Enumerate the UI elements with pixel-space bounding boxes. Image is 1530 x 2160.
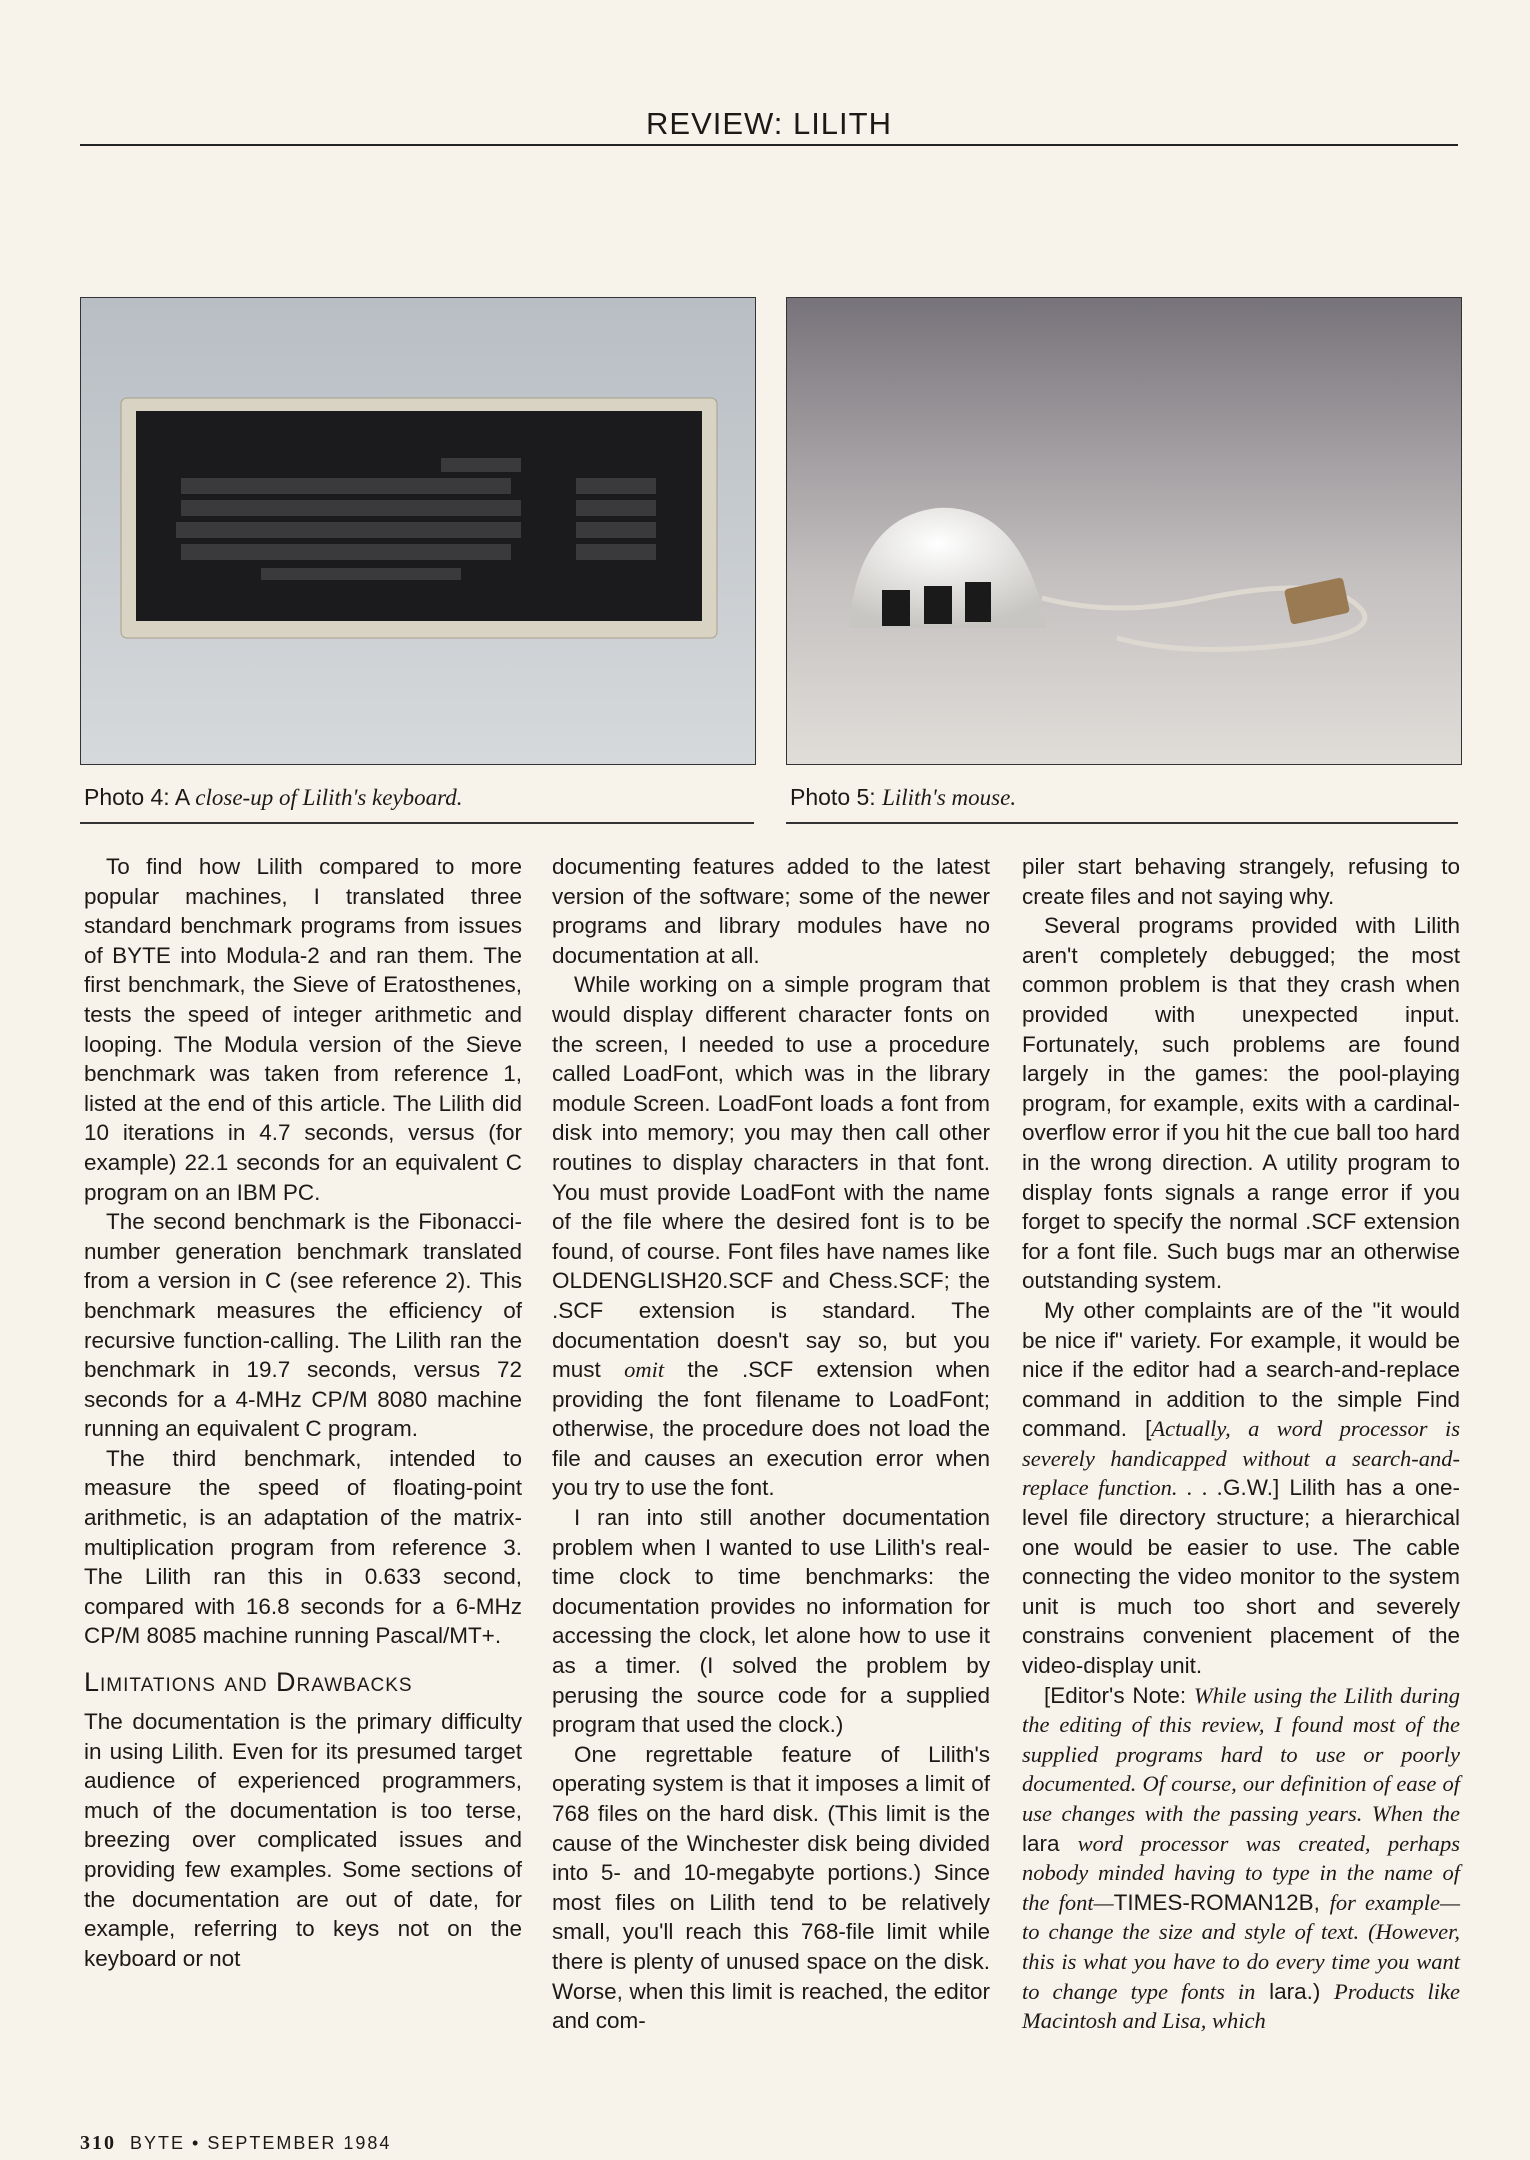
paragraph: The third benchmark, intended to measure the speed of floating-point arithmetic, is an adaptation of the matrix-multiplication program from reference 3. The Lilith ran this in 0.633 second, compared with 16.8 seconds for a 6-MHz CP/M 8085 machine running Pascal/MT+.: [84, 1445, 522, 1649]
font-name: TIMES-ROMAN12B,: [1113, 1889, 1320, 1915]
paragraph: piler start behaving strangely, refusing to create files and not saying why.: [1022, 854, 1460, 909]
paragraph: I ran into still another documentation problem when I wanted to use Lilith's real-time clock to time benchmarks: the documentation provides no information for accessing the clock, let alone how to use it as a timer. (I solved the problem by perusing the source code for a supplied program that used the clock.): [552, 1505, 990, 1738]
page-title: REVIEW: LILITH: [646, 106, 892, 141]
editors-note-text: While using the Lilith during the editing of this review, I found most of the supplied programs hard to use or poorly documented. Of course, our definition of ease of use changes with the passing years. When the: [1022, 1682, 1460, 1826]
photo-5-label: Photo 5:: [790, 784, 876, 810]
editors-note-label: [Editor's Note:: [1044, 1682, 1187, 1708]
paragraph-text: the .SCF extension when providing the font filename to LoadFont; otherwise, the procedure does not load the file and causes an execution error when you try to use the font.: [552, 1357, 990, 1501]
page-number: 310: [80, 2132, 116, 2154]
program-name: lara.): [1269, 1978, 1321, 2004]
paragraph: To find how Lilith compared to more popular machines, I translated three standard benchmark programs from issues of BYTE into Modula-2 and ran them. The first benchmark, the Sieve of Eratosthenes, tests the speed of integer arithmetic and looping. The Modula version of the Sieve benchmark was taken from reference 1, listed at the end of this article. The Lilith did 10 iterations in 4.7 seconds, versus (for example) 22.1 seconds for an equivalent C program on an IBM PC.: [84, 854, 522, 1205]
photo-4-caption: [84, 782, 463, 813]
photo-4-caption-text: close-up of Lilith's keyboard.: [195, 785, 463, 810]
paragraph-text: Lilith has a one-level file directory structure; a hierarchical one would be easier to use. The cable connecting the video monitor to the system unit is much too short and severely constrains convenient placement of the video-display unit.: [1022, 1475, 1460, 1679]
paragraph: Several programs provided with Lilith aren't completely debugged; the most common problem is that they crash when provided with unexpected input. Fortunately, such problems are found largely in the games: the pool-playing program, for example, exits with a cardinal-overflow error if you hit the cue ball too hard in the wrong direction. A utility program to display fonts signals a range error if you forget to specify the normal .SCF extension for a font file. Such bugs mar an otherwise outstanding system.: [1022, 913, 1460, 1294]
editors-note-text: word processor was created, perhaps nobody minded having to type in the name of the font—: [1022, 1830, 1460, 1915]
photo-4-label: Photo 4:: [84, 784, 170, 810]
caption-rule-right: [786, 822, 1458, 824]
paragraph: documenting features added to the latest version of the software; some of the newer programs and library modules have no documentation at all.: [552, 854, 990, 968]
photo-4-caption-plain: A: [174, 784, 189, 810]
paragraph-text: My other complaints are of the "it would be nice if" variety. For example, it would be nice if the editor had a search-and-replace command in addition to the simple Find command. [: [1022, 1297, 1460, 1442]
emphasis: omit: [624, 1357, 665, 1383]
paragraph-text: While working on a simple program that would display different character fonts on the screen, I needed to use a procedure called LoadFont, which was in the library module Screen. LoadFont loads a font from disk into memory; you may then call other routines to display characters in that font. You must provide LoadFont with the name of the file where the desired font is to be found, of course. Font files have names like OLDENGLISH20.SCF and Chess.SCF; the .SCF extension is standard. The documentation doesn't say so, but you must: [552, 972, 990, 1383]
header-rule: [80, 144, 1458, 146]
editor-initials: G.W.]: [1223, 1475, 1280, 1501]
magazine-issue: BYTE • SEPTEMBER 1984: [130, 2133, 392, 2153]
article-column-1: [84, 852, 522, 1973]
editor-aside: Actually, a word processor is severely handicapped without a search-and-replace function. . . .: [1022, 1416, 1460, 1501]
paragraph: The documentation is the primary difficulty in using Lilith. Even for its presumed target audience of experienced programmers, much of the documentation is too terse, breezing over complicated issues and providing few examples. Some sections of the documentation are out of date, for example, referring to keys not on the keyboard or not: [84, 1709, 522, 1971]
section-heading: Limitations and Drawbacks: [84, 1667, 413, 1698]
paragraph: [1022, 1296, 1460, 1681]
article-column-2: [552, 852, 990, 2036]
caption-rule-left: [80, 822, 754, 824]
editors-note-text: for example—to change the size and style of text. (However, this is what you have to do every time you want to change type fonts in: [1022, 1889, 1460, 2004]
paragraph: [552, 970, 990, 1503]
mouse-photo: [786, 297, 1462, 765]
paragraph: The second benchmark is the Fibonacci-number generation benchmark translated from a version in C (see reference 2). This benchmark measures the efficiency of recursive function-calling. The Lilith ran the benchmark in 19.7 seconds, versus 72 seconds for a 4-MHz CP/M 8080 machine running an equivalent C program.: [84, 1209, 522, 1442]
photo-5-caption: [790, 782, 1016, 813]
paragraph: One regrettable feature of Lilith's operating system is that it imposes a limit of 768 files on the hard disk. (This limit is the cause of the Winchester disk being divided into 5- and 10-megabyte portions.) Since most files on Lilith tend to be relatively small, you'll reach this 768-file limit while there is plenty of unused space on the disk. Worse, when this limit is reached, the editor and com-: [552, 1741, 990, 2034]
editors-note-text: Products like Macintosh and Lisa, which: [1022, 1978, 1460, 2034]
article-column-3: [1022, 852, 1460, 2036]
keyboard-photo: [80, 297, 756, 765]
program-name: lara: [1022, 1830, 1060, 1856]
page-footer: [80, 2132, 391, 2155]
photo-5-caption-text: Lilith's mouse.: [882, 785, 1017, 810]
editors-note: [1022, 1681, 1460, 2036]
